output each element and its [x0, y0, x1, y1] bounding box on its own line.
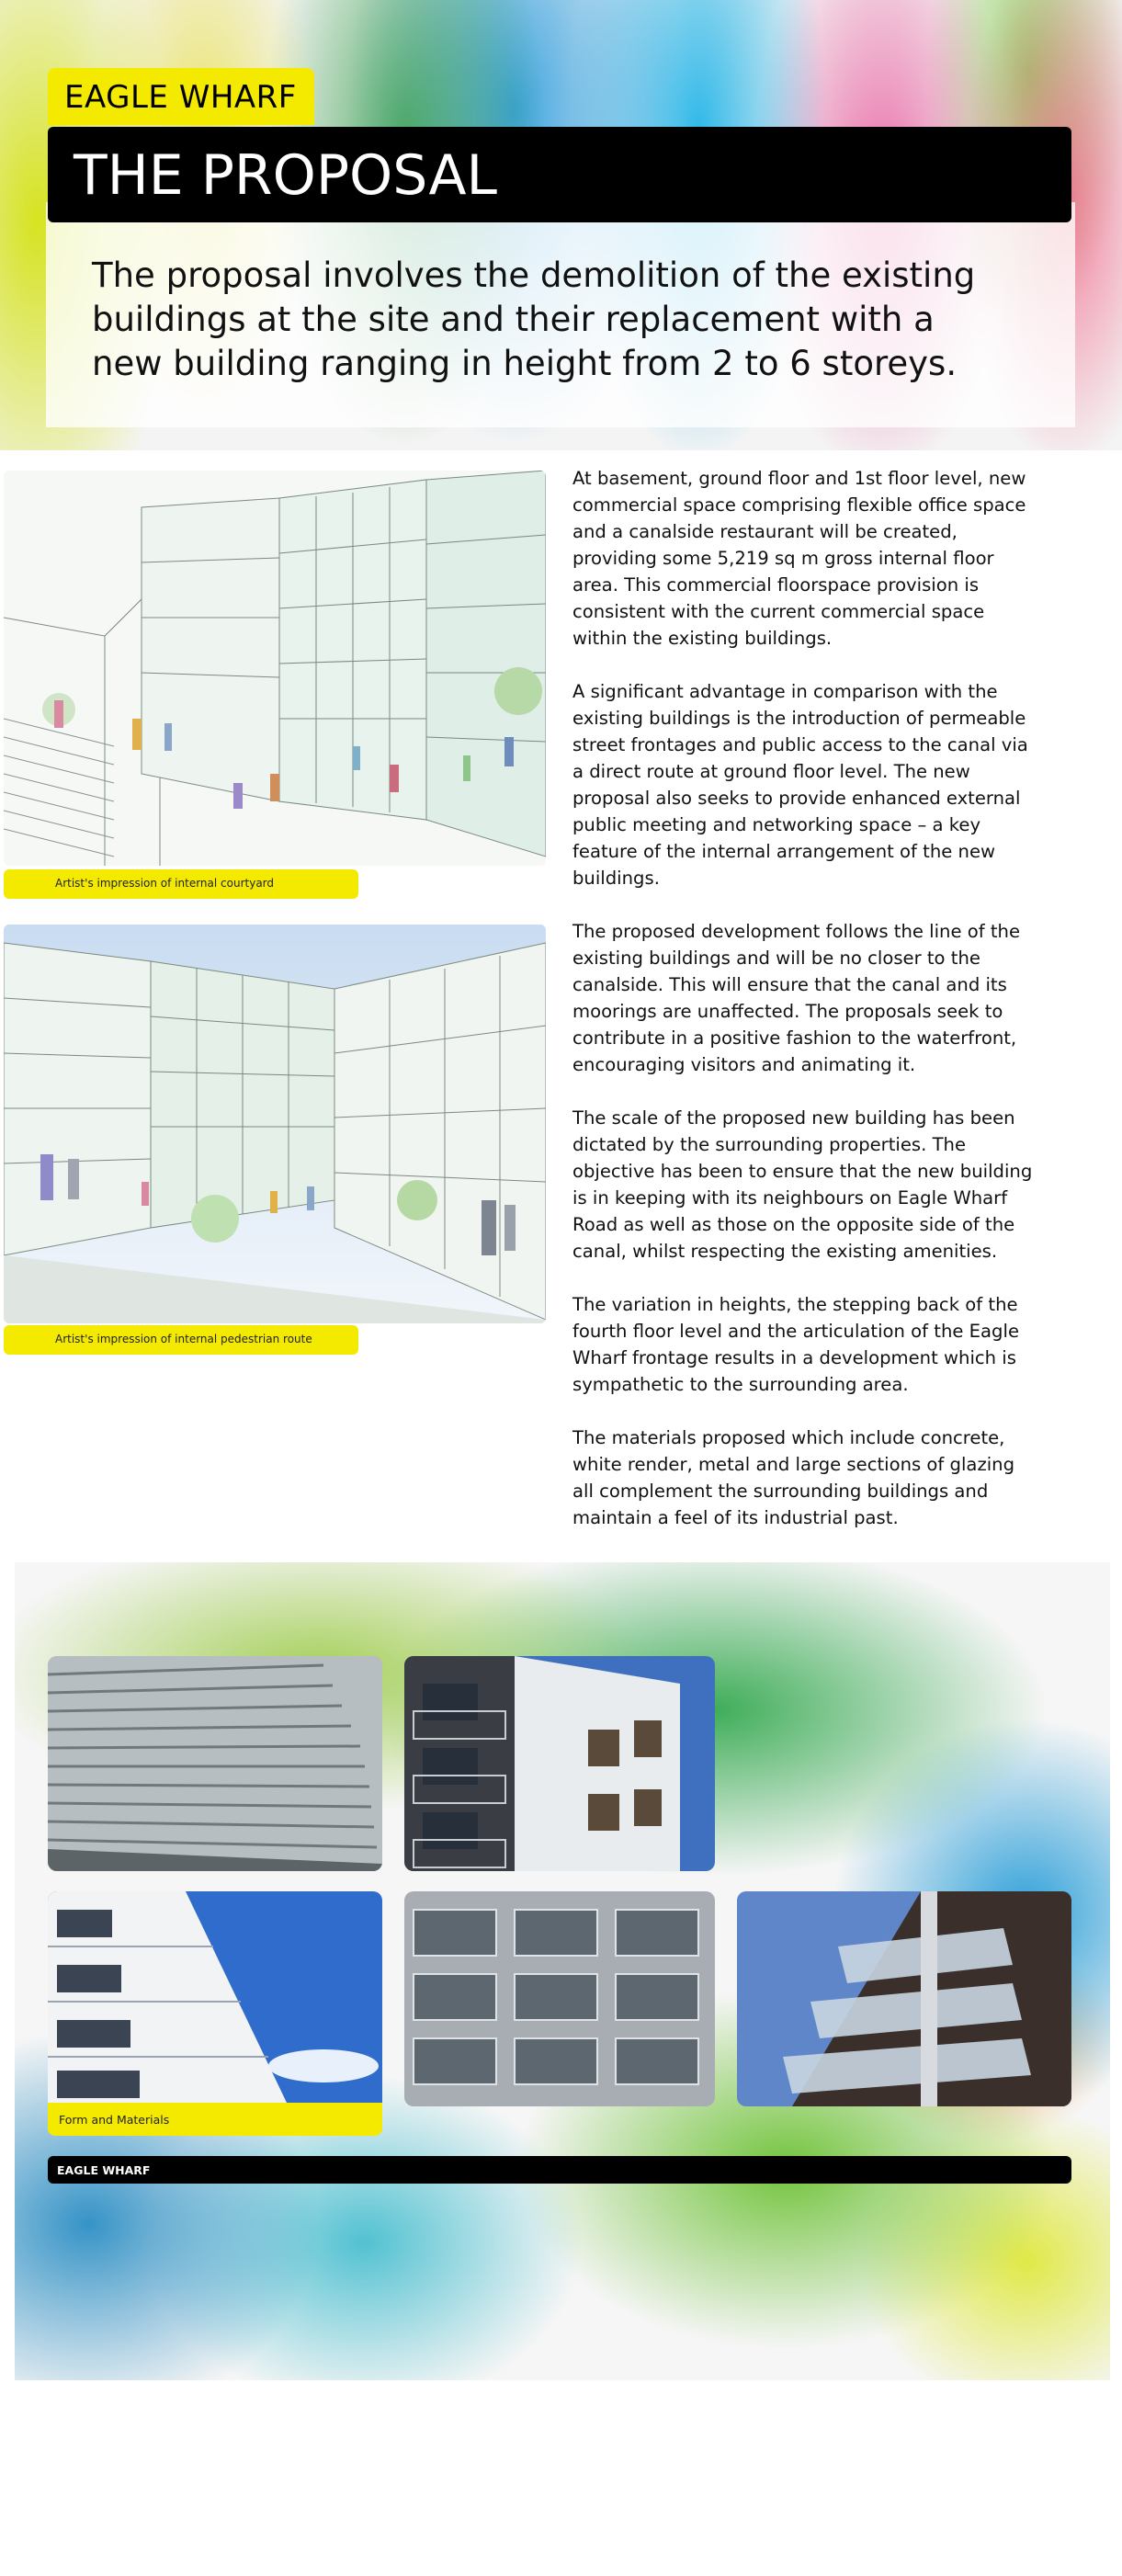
brand-tag	[48, 68, 314, 125]
courtyard-caption	[4, 869, 358, 899]
form-materials-caption	[48, 2103, 382, 2136]
brand-tag-label: EAGLE WHARF	[64, 79, 297, 116]
pedestrian-route-sketch-image	[4, 925, 546, 1323]
material-photo-balconies	[404, 1656, 715, 1871]
body-paragraph: The scale of the proposed new building has been dictated by the surrounding properties. The objective has been to ensure that the new building is in keeping with its neighbours on Eagle Wharf Road as well as those on the opposite side of the canal, whilst respecting the existing amenities.	[572, 1107, 1033, 1262]
pedestrian-route-caption-text: Artist's impression of internal pedestrian route	[55, 1333, 312, 1345]
material-photo-industrial-glazing	[404, 1891, 715, 2106]
intro-text: The proposal involves the demolition of the existing buildings at the site and their replacement with a new building ranging in height from 2 to 6 storeys.	[92, 255, 976, 383]
body-paragraph: A significant advantage in comparison with the existing buildings is the introduction of permeable street frontages and public access to the canal via a direct route at ground floor level. The new proposal also seeks to provide enhanced external public meeting and networking space – a key feature of the internal arrangement of the new buildings.	[572, 681, 1028, 889]
material-photo-louvres	[48, 1656, 382, 1871]
footer-bar	[48, 2156, 1071, 2184]
body-paragraph: At basement, ground floor and 1st floor level, new commercial space comprising flexible office space and a canalside restaurant will be created, providing some 5,219 sq m gross internal floor area. This commercial floorspace provision is consistent with the current commercial space within the existing buildings.	[572, 468, 1026, 649]
form-materials-caption-text: Form and Materials	[59, 2113, 170, 2127]
body-paragraph: The materials proposed which include concrete, white render, metal and large sections of glazing all complement the surrounding buildings and maintain a feel of its industrial past.	[572, 1427, 1015, 1528]
title-bar	[48, 127, 1071, 222]
material-photo-glass-balconies	[737, 1891, 1071, 2106]
pedestrian-route-caption	[4, 1325, 358, 1355]
body-text-column	[572, 465, 1037, 1558]
courtyard-sketch-image	[4, 471, 546, 866]
material-photo-white-render	[48, 1891, 382, 2103]
body-paragraph: The variation in heights, the stepping back of the fourth floor level and the articulation of the Eagle Wharf frontage results in a development which is sympathetic to the surrounding area.	[572, 1294, 1019, 1395]
courtyard-caption-text: Artist's impression of internal courtyard	[55, 877, 275, 890]
footer-label: EAGLE WHARF	[57, 2163, 151, 2177]
page-title: THE PROPOSAL	[74, 143, 497, 208]
body-paragraph: The proposed development follows the line of the existing buildings and will be no closer to the canalside. This will ensure that the canal and its moorings are unaffected. The proposals seek to contribute in a positive fashion to the waterfront, encouraging visitors and animating it.	[572, 921, 1021, 1075]
